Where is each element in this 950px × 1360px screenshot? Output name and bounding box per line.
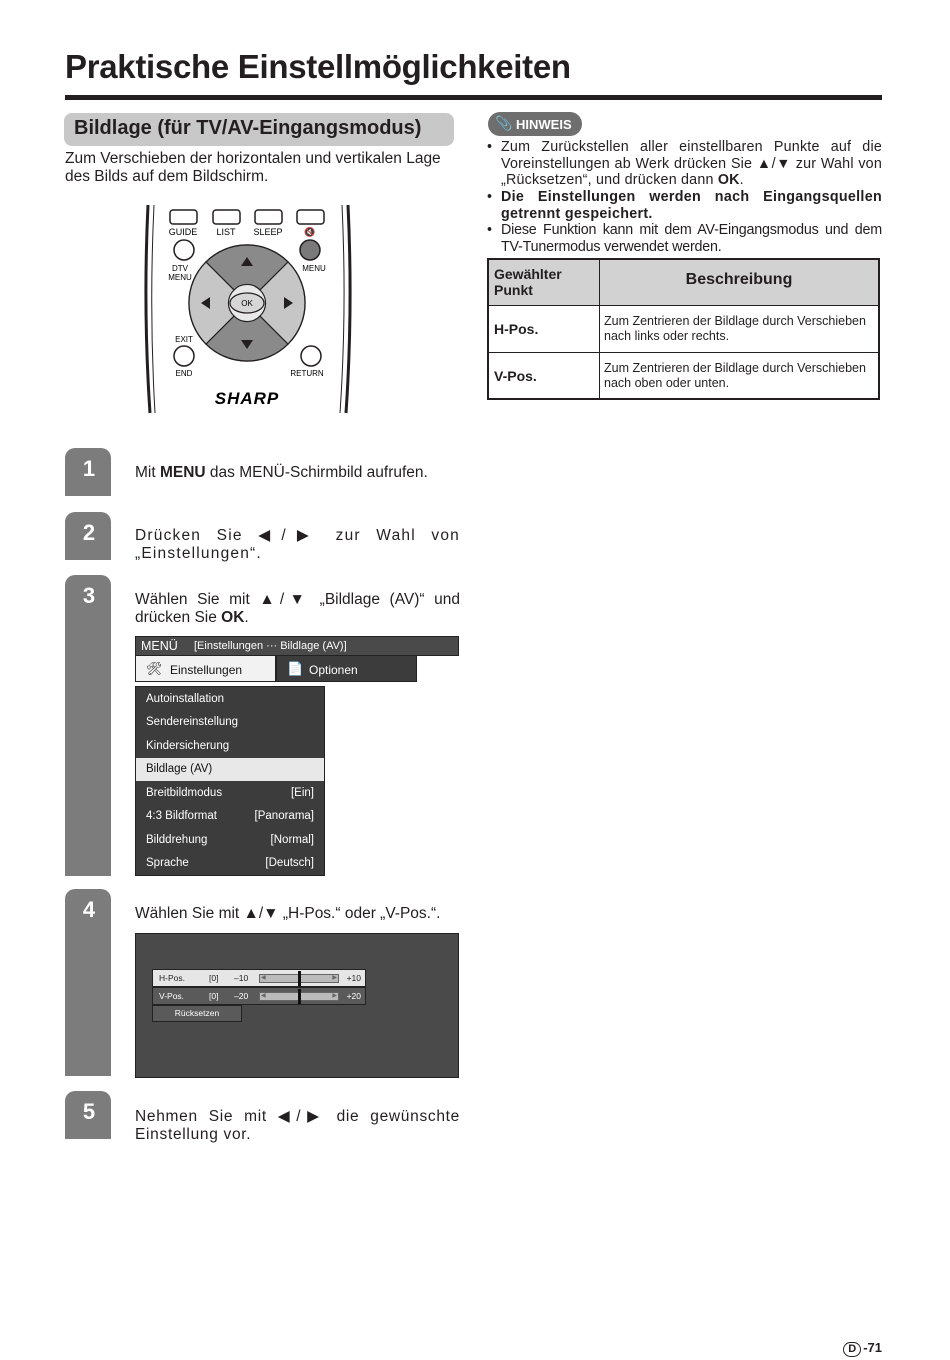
paperclip-icon: 📎	[495, 115, 513, 131]
vpos-slider-thumb[interactable]	[298, 989, 301, 1004]
step-tab-1	[65, 448, 111, 496]
step-1-text: Mit MENU das MENÜ-Schirmbild aufrufen.	[135, 464, 428, 481]
menu-item-bilddrehung[interactable]: Bilddrehung [Normal]	[146, 834, 314, 846]
menu-button	[300, 240, 320, 260]
menu-list	[135, 686, 325, 876]
menu-label: MENU	[302, 264, 326, 273]
hinweis-badge: 📎 HINWEIS	[488, 112, 582, 136]
list-button	[213, 210, 240, 224]
menu-bar-path: [Einstellungen ··· Bildlage (AV)]	[194, 640, 347, 652]
end-label: END	[175, 369, 193, 378]
menu-item-bildlage-av[interactable]: Bildlage (AV)	[136, 758, 324, 781]
menu-item-autoinstallation[interactable]: Autoinstallation	[146, 693, 224, 705]
bullet-icon: •	[487, 189, 493, 205]
step-number: 2	[82, 520, 96, 545]
hpos-row[interactable]: H-Pos. [0] –10 ◀ ▶ +10	[152, 969, 366, 987]
list-label: LIST	[216, 227, 236, 237]
step-number: 1	[82, 456, 96, 481]
menu-bar-label: MENÜ	[141, 639, 178, 653]
menu-title-bar	[135, 636, 459, 656]
page-letter: D	[843, 1342, 861, 1357]
mute-button	[297, 210, 324, 224]
intro-text: Zum Verschieben der horizontalen und vertikalen Lage des Bilds auf dem Bildschirm.	[65, 150, 441, 185]
table-header-item: Gewählter Punkt	[489, 260, 600, 306]
menu-item-sprache[interactable]: Sprache [Deutsch]	[146, 857, 314, 869]
note-3: • Diese Funktion kann mit dem AV-Eingangsmodus und dem TV-Tunermodus verwendet werden.	[487, 222, 882, 255]
options-icon: 📄	[287, 661, 304, 676]
table-cell-item: V-Pos.	[489, 353, 600, 398]
remote-edge-left	[146, 205, 150, 413]
page-number-text: -71	[863, 1340, 882, 1355]
guide-button	[170, 210, 197, 224]
tab-optionen[interactable]: 📄 Optionen	[276, 655, 417, 682]
reset-button[interactable]: Rücksetzen	[152, 1005, 242, 1022]
settings-table	[487, 258, 880, 400]
note-2: • Die Einstellungen werden nach Eingangsquellen getrennt gespeichert.	[487, 189, 882, 222]
exit-button	[174, 346, 194, 366]
hpos-slider-thumb[interactable]	[298, 971, 301, 986]
step-tab-4	[65, 889, 111, 1076]
return-label: RETURN	[290, 369, 324, 378]
menu-tabs	[135, 655, 417, 682]
remote-edge-right	[346, 205, 350, 413]
return-button	[301, 346, 321, 366]
step-2-text: Drücken Sie ◀/▶ zur Wahl von „Einstellungen“.	[135, 527, 460, 562]
dtv-menu-label: MENU	[168, 273, 192, 282]
step-number: 5	[82, 1099, 96, 1124]
mute-icon: 🔇	[304, 227, 316, 237]
table-cell-item: H-Pos.	[489, 306, 600, 353]
step-number: 3	[82, 583, 96, 608]
table-cell-desc: Zum Zentrieren der Bildlage durch Verschieben nach oben oder unten.	[604, 361, 866, 390]
section-heading	[64, 113, 454, 146]
step-number: 4	[82, 897, 96, 922]
page-title: Praktische Einstellmöglichkeiten	[65, 48, 571, 85]
hpos-slider[interactable]	[259, 974, 339, 983]
menu-item-43-bildformat[interactable]: 4:3 Bildformat [Panorama]	[146, 810, 314, 822]
ok-label: OK	[241, 299, 253, 308]
step-tab-2	[65, 512, 111, 560]
menu-item-sendereinstellung[interactable]: Sendereinstellung	[146, 716, 239, 728]
table-header-desc: Beschreibung	[600, 260, 878, 306]
table-cell-desc: Zum Zentrieren der Bildlage durch Verschieben nach links oder rechts.	[600, 306, 878, 353]
vpos-row[interactable]: V-Pos. [0] –20 ◀ ▶ +20	[152, 987, 366, 1005]
note-1: • Zum Zurückstellen aller einstellbaren Punkte auf die Voreinstellungen ab Werk drücken Sie ▲/▼ zur Wahl von „Rücksetzen“, und drücken dann OK.	[487, 139, 882, 188]
sharp-logo: SHARP	[214, 389, 280, 408]
page-number	[843, 1340, 882, 1357]
step-tab-3	[65, 575, 111, 876]
tools-icon: 🛠	[146, 661, 163, 676]
menu-item-breitbildmodus[interactable]: Breitbildmodus [Ein]	[146, 787, 314, 799]
remote-control-illustration	[140, 200, 360, 415]
slider-right-icon: ▶	[332, 993, 337, 999]
dtv-label: DTV	[172, 264, 188, 273]
exit-label: EXIT	[175, 335, 193, 344]
step-tab-5	[65, 1091, 111, 1139]
step-4-text: Wählen Sie mit ▲/▼ „H-Pos.“ oder „V-Pos.“.	[135, 905, 441, 922]
slider-right-icon: ▶	[332, 975, 337, 981]
tab-einstellungen[interactable]: 🛠 Einstellungen	[135, 655, 276, 682]
bullet-icon: •	[487, 222, 492, 238]
sleep-label: SLEEP	[253, 227, 283, 237]
slider-left-icon: ◀	[261, 975, 266, 981]
step-5-text: Nehmen Sie mit ◀/▶ die gewünschte Einstellung vor.	[135, 1108, 460, 1143]
menu-item-kindersicherung[interactable]: Kindersicherung	[146, 740, 230, 752]
bullet-icon: •	[487, 139, 493, 155]
sleep-button	[255, 210, 282, 224]
dtv-menu-button	[174, 240, 194, 260]
vpos-slider[interactable]	[259, 992, 339, 1001]
guide-label: GUIDE	[168, 227, 198, 237]
title-rule	[65, 95, 882, 100]
section-heading-text: Bildlage (für TV/AV-Eingangsmodus)	[74, 117, 422, 139]
step-3-text: Wählen Sie mit ▲/▼ „Bildlage (AV)“ und drücken Sie OK.	[135, 591, 460, 626]
slider-left-icon: ◀	[261, 993, 266, 999]
position-adjust-screen	[135, 933, 459, 1078]
